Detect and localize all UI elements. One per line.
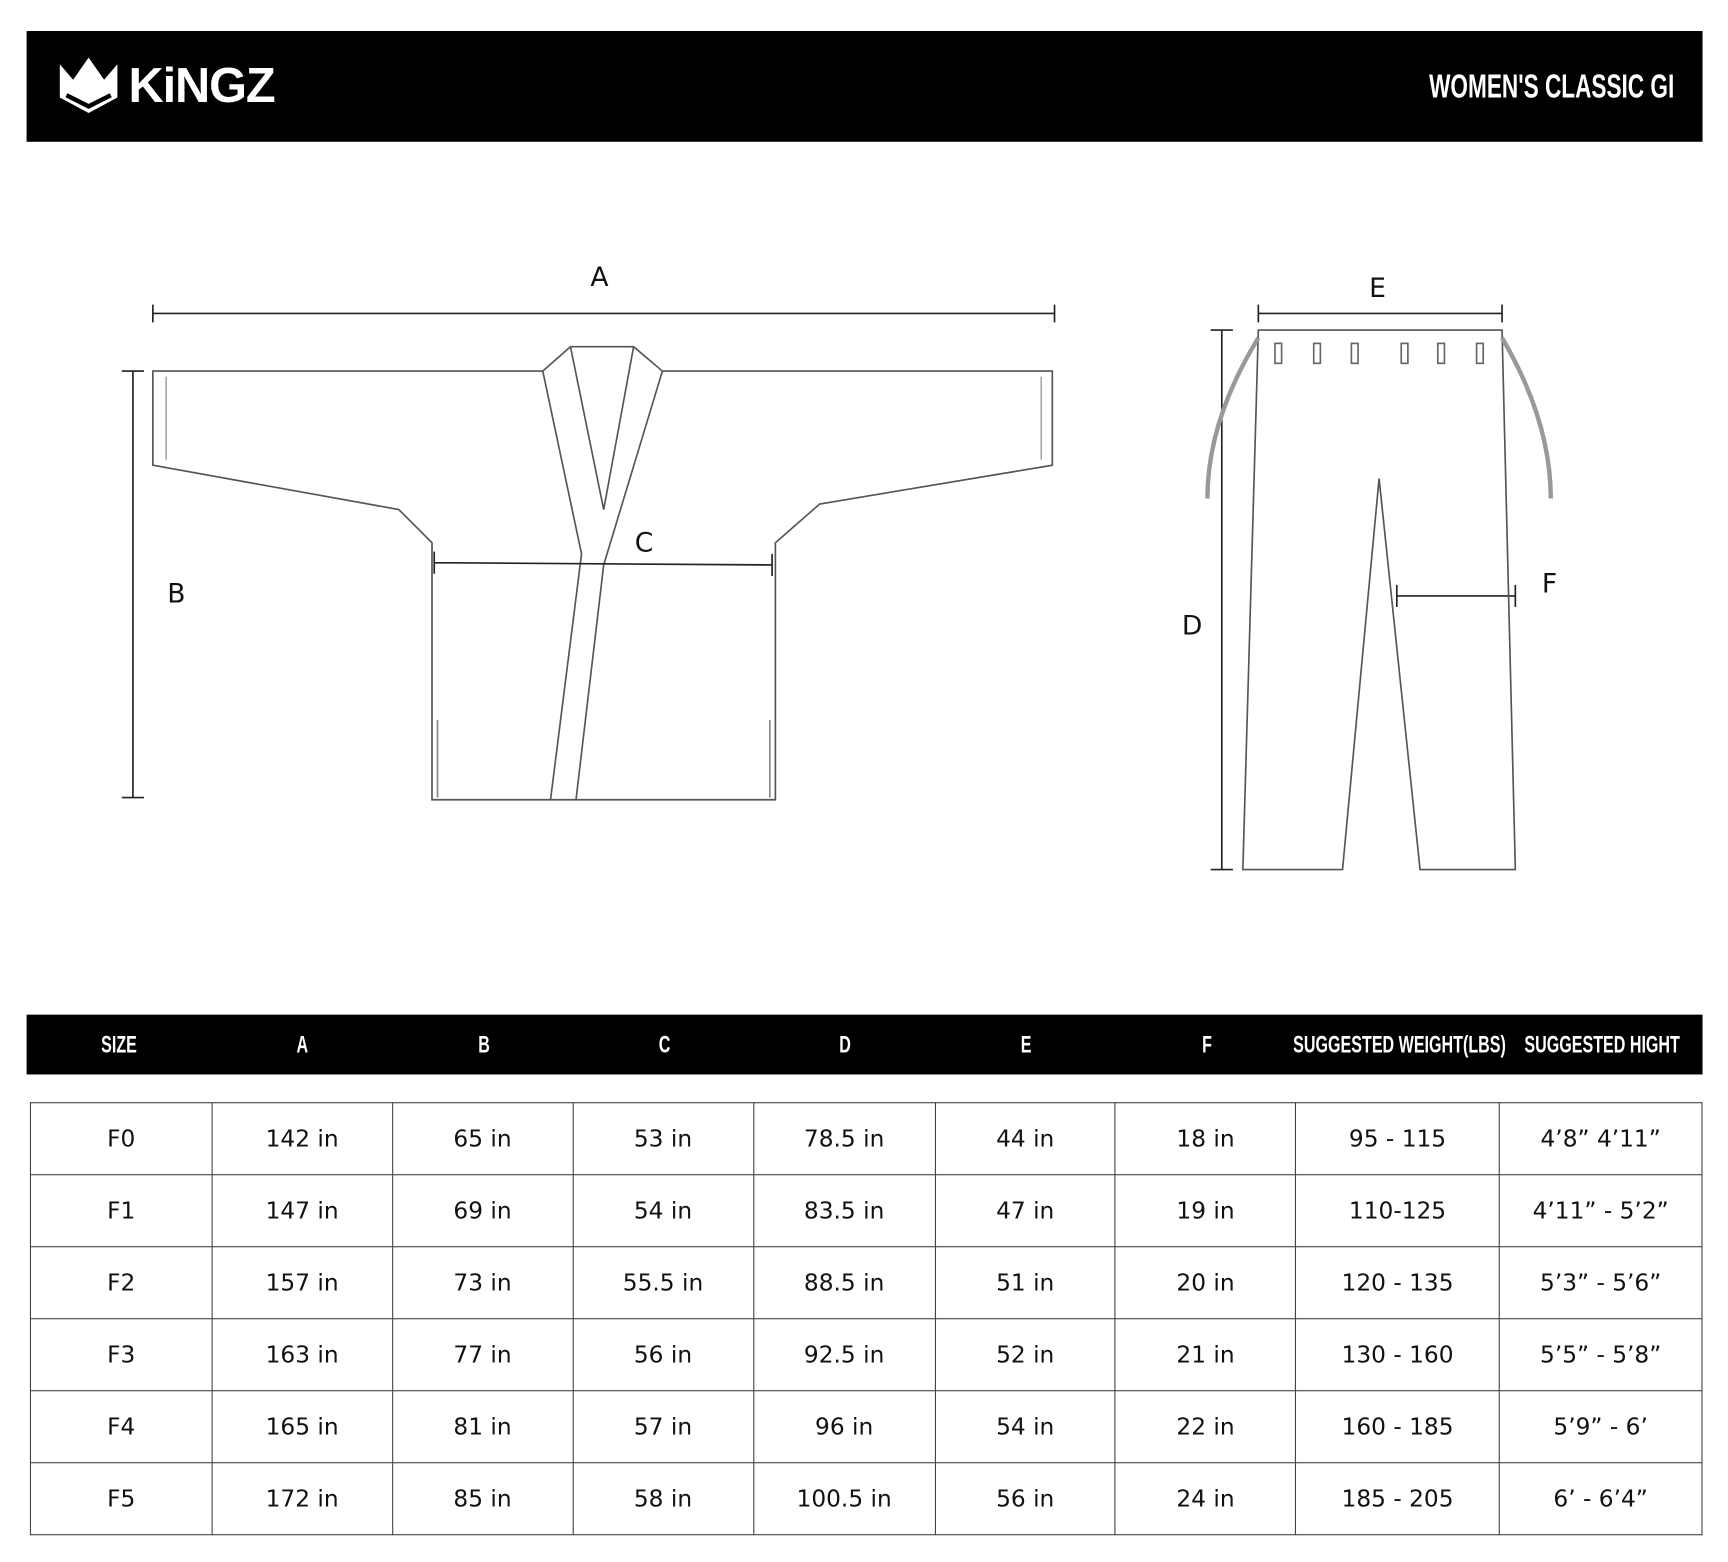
table-cell: F4 [30,1391,211,1463]
table-cell: F1 [30,1175,211,1247]
table-cell: 44 in [935,1103,1115,1175]
table-cell: 21 in [1115,1319,1295,1391]
table-cell: 54 in [935,1391,1115,1463]
table-cell: 163 in [212,1319,392,1391]
table-cell: 165 in [212,1391,392,1463]
table-cell: 78.5 in [753,1103,935,1175]
column-header [1292,1015,1506,1075]
column-header-label: SIZE [101,1030,137,1058]
table-cell: 77 in [392,1319,572,1391]
label-b: B [167,578,186,610]
column-header-label: SUGGESTED HIGHT [1524,1030,1681,1058]
table-cell: 19 in [1115,1175,1295,1247]
table-cell: 56 in [935,1463,1115,1535]
table-cell: 100.5 in [753,1463,935,1535]
table-cell: 130 - 160 [1296,1319,1500,1391]
product-title: WOMEN'S CLASSIC GI [1428,68,1674,106]
table-cell: 22 in [1115,1391,1295,1463]
table-row [30,1463,1702,1535]
table-cell: 5’9” - 6’ [1499,1391,1702,1463]
table-row [30,1391,1702,1463]
label-a: A [590,261,609,293]
table-cell: 157 in [212,1247,392,1319]
column-header [1117,1015,1298,1075]
table-cell: 18 in [1115,1103,1295,1175]
column-header-label: SUGGESTED WEIGHT(LBS) [1292,1030,1506,1058]
table-cell: 92.5 in [753,1319,935,1391]
table-cell: 6’ - 6’4” [1499,1463,1702,1535]
table-cell: 83.5 in [753,1175,935,1247]
column-header [754,1015,936,1075]
column-header-label: B [477,1030,490,1058]
table-cell: 147 in [212,1175,392,1247]
table-cell: 53 in [573,1103,754,1175]
column-header-label: A [296,1030,309,1058]
table-cell: 185 - 205 [1296,1463,1500,1535]
column-header-label: D [839,1030,851,1058]
table-cell: F3 [30,1319,211,1391]
table-cell: 54 in [573,1175,754,1247]
table-cell: 5’3” - 5’6” [1499,1247,1702,1319]
table-cell: 5’5” - 5’8” [1499,1319,1702,1391]
table-cell: 4’8” 4’11” [1499,1103,1702,1175]
table-cell: F0 [30,1103,211,1175]
column-header-label: F [1201,1030,1212,1058]
jacket-outline [153,347,1052,800]
table-row [30,1319,1702,1391]
column-header [212,1015,394,1075]
table-cell: 65 in [392,1103,572,1175]
column-header [27,1015,212,1075]
column-header-label: E [1020,1030,1032,1058]
table-cell: 52 in [935,1319,1115,1391]
table-cell: 4’11” - 5’2” [1499,1175,1702,1247]
table-cell: 120 - 135 [1296,1247,1500,1319]
table-cell: 160 - 185 [1296,1391,1500,1463]
table-cell: 142 in [212,1103,392,1175]
column-header [1501,1015,1704,1075]
table-cell: 96 in [753,1391,935,1463]
table-cell: 110-125 [1296,1175,1500,1247]
table-header [27,1015,1703,1075]
column-header [574,1015,755,1075]
column-header-label: C [658,1030,670,1058]
table-cell: F2 [30,1247,211,1319]
table-cell: 56 in [573,1319,754,1391]
table-cell: 85 in [392,1463,572,1535]
measure-lines [122,305,1515,870]
table-cell: 81 in [392,1391,572,1463]
table-row [30,1175,1702,1247]
pants-outline [1207,330,1550,869]
table-cell: 88.5 in [753,1247,935,1319]
table-cell: 55.5 in [573,1247,754,1319]
label-d: D [1181,610,1203,642]
label-c: C [634,527,654,559]
table-cell: 57 in [573,1391,754,1463]
table-row [30,1103,1702,1175]
table-cell: F5 [30,1463,211,1535]
column-header [393,1015,574,1075]
size-table [30,1102,1703,1535]
label-e: E [1369,272,1386,304]
table-row [30,1247,1702,1319]
brand-name: KiNGZ [128,58,275,113]
table-cell: 24 in [1115,1463,1295,1535]
table-cell: 20 in [1115,1247,1295,1319]
table-cell: 69 in [392,1175,572,1247]
table-cell: 73 in [392,1247,572,1319]
table-cell: 51 in [935,1247,1115,1319]
table-cell: 95 - 115 [1296,1103,1500,1175]
column-header [936,1015,1117,1075]
table-cell: 47 in [935,1175,1115,1247]
label-f: F [1541,568,1558,600]
table-cell: 172 in [212,1463,392,1535]
table-cell: 58 in [573,1463,754,1535]
